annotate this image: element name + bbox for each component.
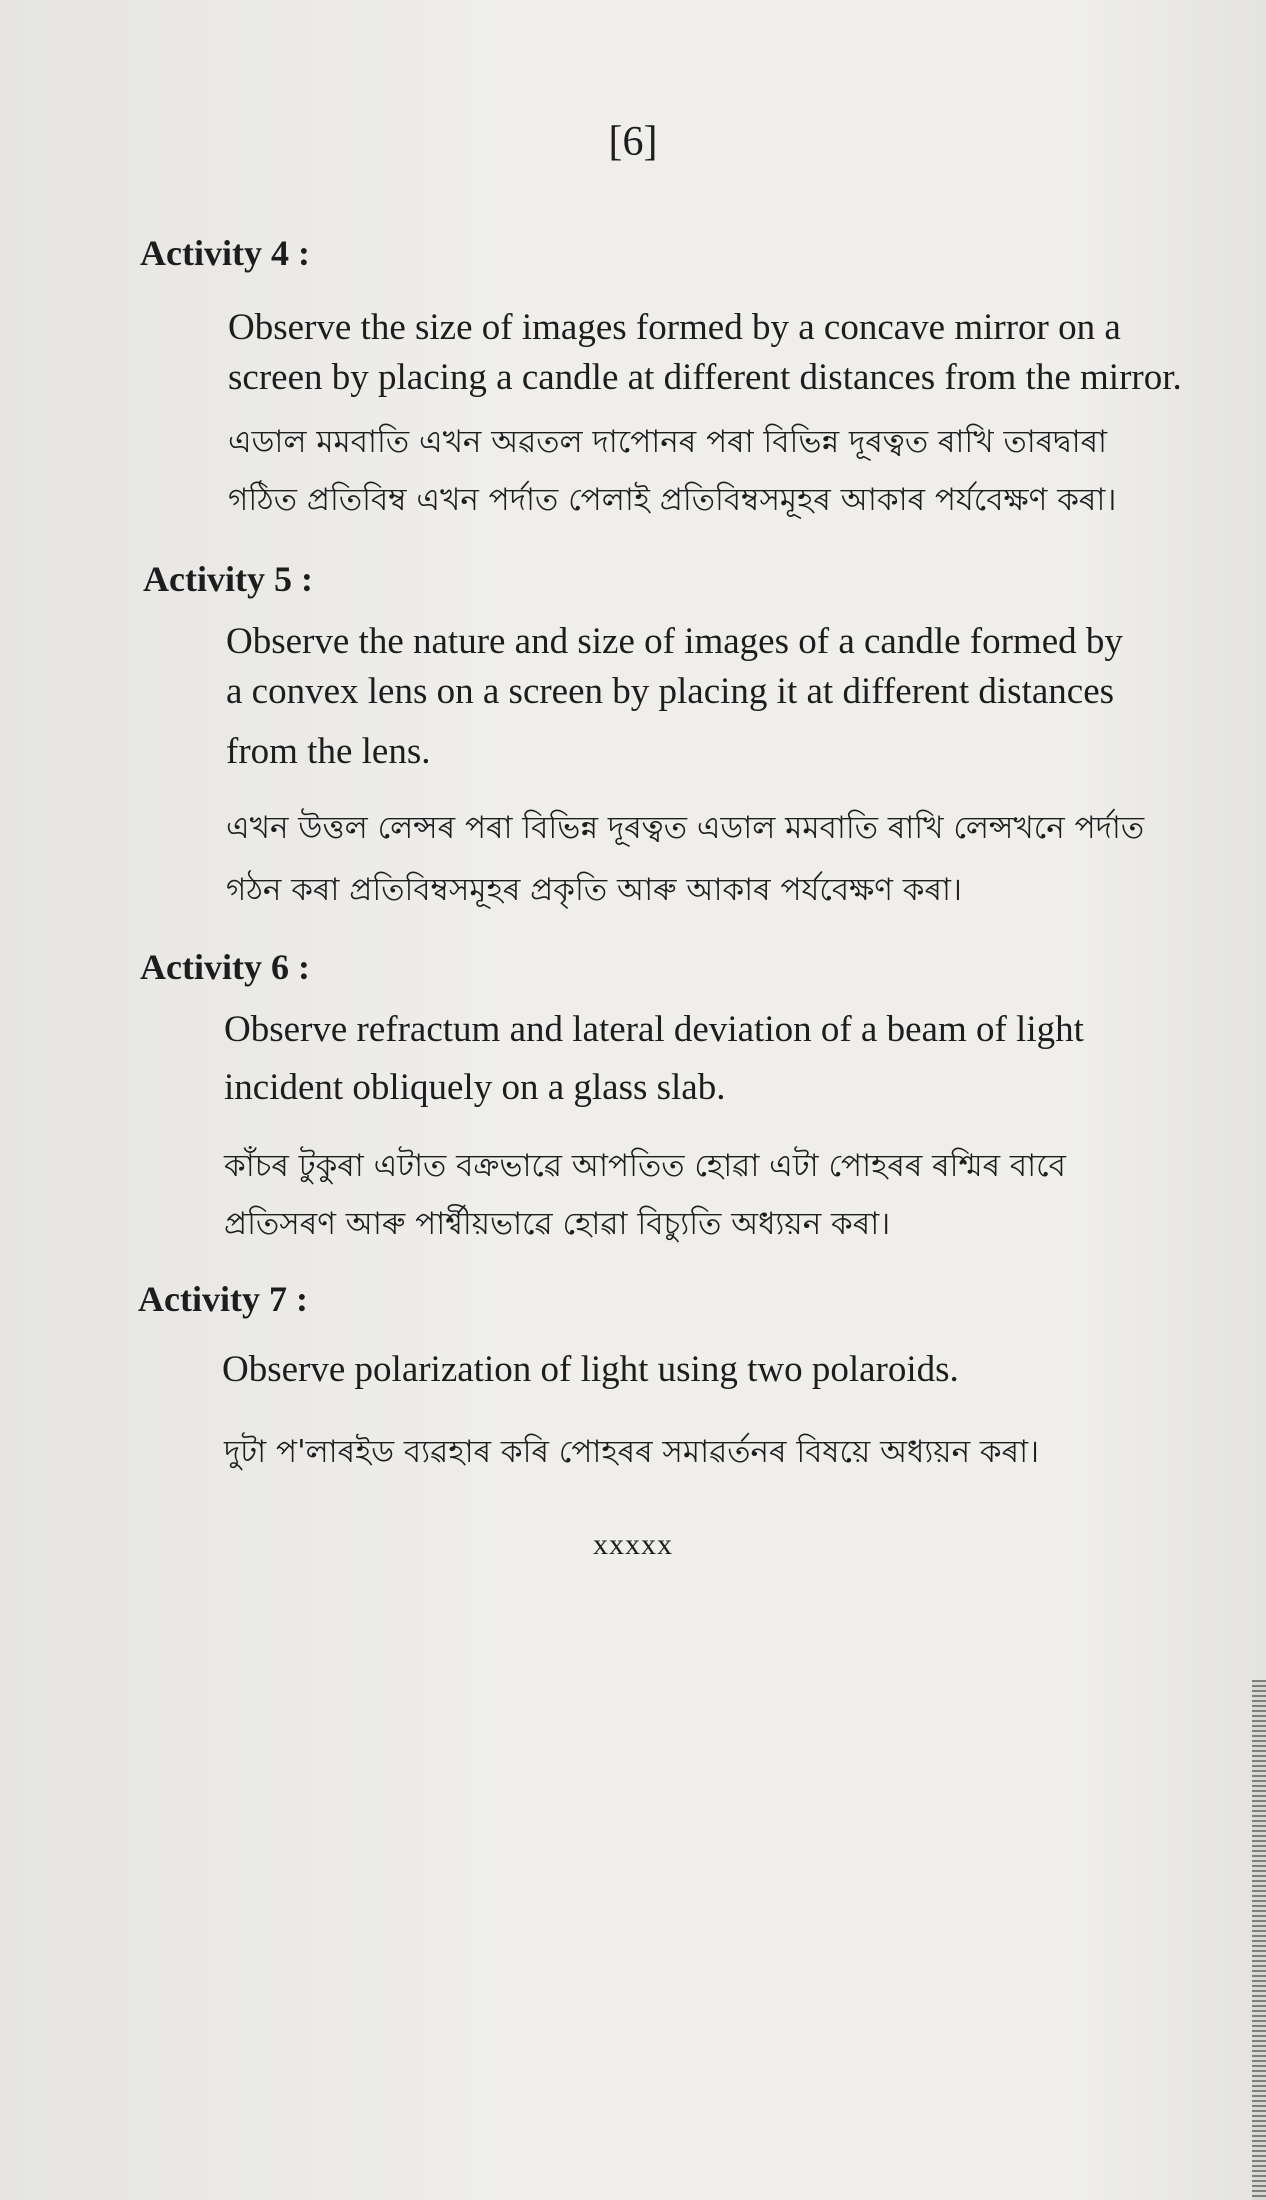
activity-5-heading: Activity 5 :	[143, 559, 313, 599]
text-line: গঠিত প্রতিবিম্ব এখন পৰ্দাত পেলাই প্রতিবিম্বসমূহৰ আকাৰ পৰ্যবেক্ষণ কৰা।	[228, 482, 1117, 518]
text-line: এখন উত্তল লেন্সৰ পৰা বিভিন্ন দূৰত্বত এডাল মমবাতি ৰাখি লেন্সখনে পৰ্দাত	[226, 810, 1145, 846]
text-line: a convex lens on a screen by placing it at different distances	[226, 671, 1115, 712]
text-line: দুটা প'লাৰইড ব্যৱহাৰ কৰি পোহৰৰ সমাৱৰ্তনৰ বিষয়ে অধ্যয়ন কৰা।	[224, 1434, 1040, 1470]
page-edge-shadow	[1252, 1680, 1266, 2200]
activity-4-heading: Activity 4 :	[140, 233, 310, 273]
text-line: screen by placing a candle at different distances from the mirror.	[228, 357, 1182, 398]
end-mark: xxxxx	[593, 1528, 673, 1561]
text-line: প্রতিসৰণ আৰু পাৰ্শ্বীয়ভাৱে হোৱা বিচ্যুতি অধ্যয়ন কৰা।	[224, 1206, 891, 1242]
text-line: গঠন কৰা প্রতিবিম্বসমূহৰ প্রকৃতি আৰু আকাৰ পৰ্যবেক্ষণ কৰা।	[226, 872, 963, 908]
text-line: Observe polarization of light using two polaroids.	[222, 1349, 959, 1390]
page-number: [6]	[608, 119, 658, 165]
text-line: Observe refractum and lateral deviation of a beam of light	[224, 1009, 1084, 1050]
text-line: এডাল মমবাতি এখন অৱতল দাপোনৰ পৰা বিভিন্ন দূৰত্বত ৰাখি তাৰদ্বাৰা	[228, 424, 1108, 460]
text-line: from the lens.	[226, 731, 431, 772]
text-line: Observe the nature and size of images of a candle formed by	[226, 621, 1123, 662]
activity-7-heading: Activity 7 :	[138, 1279, 308, 1319]
text-line: কাঁচৰ টুকুৰা এটাত বক্রভাৱে আপতিত হোৱা এটা পোহৰৰ ৰশ্মিৰ বাবে	[224, 1148, 1066, 1184]
activity-6-heading: Activity 6 :	[140, 947, 310, 987]
text-line: Observe the size of images formed by a concave mirror on a	[228, 307, 1121, 348]
text-line: incident obliquely on a glass slab.	[224, 1067, 726, 1108]
